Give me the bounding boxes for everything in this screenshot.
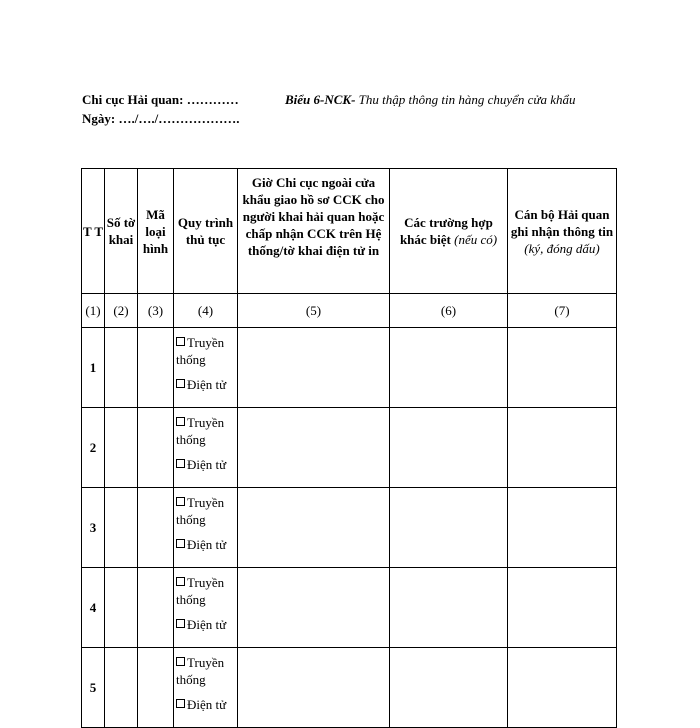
handover-time-cell[interactable]: [238, 408, 390, 488]
option-traditional[interactable]: [176, 574, 235, 608]
col-number: (4): [174, 294, 238, 328]
option-electronic[interactable]: [176, 536, 235, 553]
col-header-declaration-number: Số tờ khai: [105, 169, 138, 294]
type-code-cell[interactable]: [138, 568, 174, 648]
handover-time-cell[interactable]: [238, 648, 390, 728]
checkbox-icon[interactable]: [176, 699, 185, 708]
declaration-number-cell[interactable]: [105, 488, 138, 568]
option-traditional[interactable]: [176, 494, 235, 528]
table-row: [82, 648, 617, 728]
table-body: [82, 328, 617, 728]
row-number: 5: [82, 648, 105, 728]
row-number: 2: [82, 408, 105, 488]
form-title: [285, 90, 576, 109]
option-label: Truyền thống: [176, 495, 225, 527]
col-header-officer-label: Cán bộ Hải quan ghi nhận thông tin: [510, 206, 614, 239]
exceptions-cell[interactable]: [390, 568, 508, 648]
officer-cell[interactable]: [508, 328, 617, 408]
col-header-exceptions: [390, 169, 508, 294]
type-code-cell[interactable]: [138, 488, 174, 568]
checkbox-icon[interactable]: [176, 577, 185, 586]
col-number: (7): [508, 294, 617, 328]
option-electronic[interactable]: [176, 376, 235, 393]
row-number: 4: [82, 568, 105, 648]
col-header-type-code: Mã loại hình: [138, 169, 174, 294]
officer-cell[interactable]: [508, 408, 617, 488]
form-title-text: Thu thập thông tin hàng chuyển cửa khẩu: [355, 92, 576, 107]
handover-time-cell[interactable]: [238, 488, 390, 568]
officer-cell[interactable]: [508, 648, 617, 728]
checkbox-icon[interactable]: [176, 379, 185, 388]
procedure-cell: [174, 648, 238, 728]
customs-office-field: Chi cục Hải quan: …………: [82, 92, 239, 107]
row-number: 3: [82, 488, 105, 568]
col-header-exceptions-note: (nếu có): [454, 232, 498, 247]
exceptions-cell[interactable]: [390, 328, 508, 408]
option-label: Điện tử: [187, 617, 227, 632]
procedure-cell: [174, 328, 238, 408]
exceptions-cell[interactable]: [390, 648, 508, 728]
procedure-cell: [174, 568, 238, 648]
table-row: [82, 328, 617, 408]
option-label: Truyền thống: [176, 335, 225, 367]
option-electronic[interactable]: [176, 456, 235, 473]
option-electronic[interactable]: [176, 616, 235, 633]
date-field: Ngày: …./…./……………….: [82, 111, 240, 126]
form-code: Biểu 6-NCK-: [285, 92, 356, 107]
declaration-number-cell[interactable]: [105, 328, 138, 408]
checkbox-icon[interactable]: [176, 337, 185, 346]
table-header-row: [82, 169, 617, 294]
procedure-cell: [174, 488, 238, 568]
table-row: [82, 408, 617, 488]
exceptions-cell[interactable]: [390, 408, 508, 488]
col-header-procedure: Quy trình thủ tục: [174, 169, 238, 294]
option-label: Truyền thống: [176, 655, 225, 687]
type-code-cell[interactable]: [138, 408, 174, 488]
option-label: Truyền thống: [176, 575, 225, 607]
col-header-handover-time: Giờ Chi cục ngoài cửa khẩu giao hồ sơ CCK cho người khai hải quan hoặc chấp nhận CCK trên Hệ thống/tờ khai điện tử in: [238, 169, 390, 294]
col-number: (6): [390, 294, 508, 328]
option-label: Truyền thống: [176, 415, 225, 447]
checkbox-icon[interactable]: [176, 539, 185, 548]
col-header-exceptions-label: Các trường hợp khác biệt: [399, 215, 493, 247]
handover-time-cell[interactable]: [238, 568, 390, 648]
customs-transfer-table: [81, 168, 617, 728]
option-label: Điện tử: [187, 537, 227, 552]
option-label: Điện tử: [187, 457, 227, 472]
col-number: (2): [105, 294, 138, 328]
table-row: [82, 568, 617, 648]
declaration-number-cell[interactable]: [105, 408, 138, 488]
col-header-officer: [508, 169, 617, 294]
option-traditional[interactable]: [176, 334, 235, 368]
option-traditional[interactable]: [176, 414, 235, 448]
option-label: Điện tử: [187, 697, 227, 712]
col-header-officer-note: (ký, đóng dấu): [524, 240, 600, 256]
col-header-tt: T T: [82, 169, 105, 294]
officer-cell[interactable]: [508, 488, 617, 568]
checkbox-icon[interactable]: [176, 459, 185, 468]
row-number: 1: [82, 328, 105, 408]
col-number: (1): [82, 294, 105, 328]
type-code-cell[interactable]: [138, 648, 174, 728]
handover-time-cell[interactable]: [238, 328, 390, 408]
exceptions-cell[interactable]: [390, 488, 508, 568]
officer-cell[interactable]: [508, 568, 617, 648]
header-left: [82, 90, 239, 128]
option-label: Điện tử: [187, 377, 227, 392]
checkbox-icon[interactable]: [176, 619, 185, 628]
option-traditional[interactable]: [176, 654, 235, 688]
col-number: (3): [138, 294, 174, 328]
column-number-row: [82, 294, 617, 328]
declaration-number-cell[interactable]: [105, 568, 138, 648]
col-number: (5): [238, 294, 390, 328]
option-electronic[interactable]: [176, 696, 235, 713]
table-row: [82, 488, 617, 568]
procedure-cell: [174, 408, 238, 488]
checkbox-icon[interactable]: [176, 657, 185, 666]
declaration-number-cell[interactable]: [105, 648, 138, 728]
checkbox-icon[interactable]: [176, 497, 185, 506]
type-code-cell[interactable]: [138, 328, 174, 408]
checkbox-icon[interactable]: [176, 417, 185, 426]
